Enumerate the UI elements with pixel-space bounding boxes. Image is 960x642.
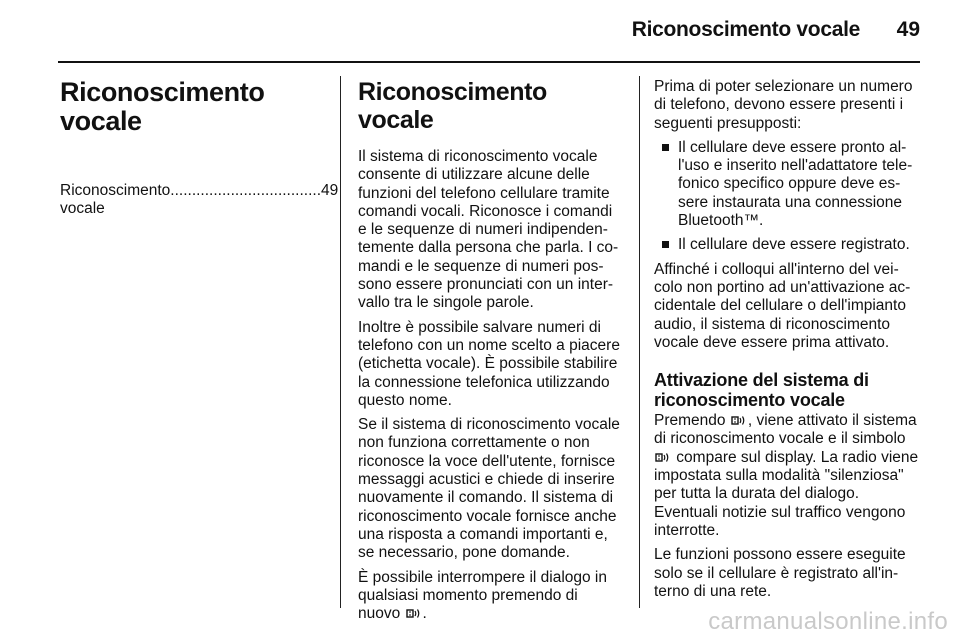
paragraph: Se il sistema di riconoscimento vocale non funziona correttamente o non riconosce la voce dell'utente, fornisce messaggi acustici e chiede di inserire nuovamente il comando. Il sistema di riconoscimento vocale fornisce anche una risposta a comandi importanti e, se necessario, pone domande. [358,416,620,562]
page-number: 49 [896,18,920,41]
paragraph: Le funzioni possono essere eseguite solo se il cellulare è registrato all'interno di una rete. [654,546,906,600]
section-title: Riconoscimento vocale [358,78,547,134]
subsection-title: Attivazione del sistema di riconoscimento vocale [654,370,869,411]
paragraph: Affinché i colloqui all'interno del veicolo non portino ad un'attivazione accidentale del cellulare o dell'impianto audio, il sistema di riconoscimento vocale deve essere prima attivato. [654,260,911,351]
paragraph: Inoltre è possibile salvare numeri di telefono con un nome scelto a piacere (etichetta vocale). È possibile stabilire la connessione telefonica utilizzando questo nome. [358,318,620,409]
chapter-column [60,77,339,219]
toc-entry[interactable] [60,182,339,219]
chapter-title: Riconoscimento vocale [60,77,265,136]
voice-command-icon [731,414,747,427]
voice-command-icon [655,451,671,464]
list-item: Il cellulare deve essere registrato. [654,236,922,254]
requirements-list [654,139,922,255]
paragraph: Prima di poter selezionare un numero di telefono, devono essere presenti i seguenti presupposti: [654,78,913,132]
list-item: Il cellulare deve essere pronto all'uso e inserito nell'adattatore telefonico specifico oppure deve essere instaurata una connessione Bluetooth™. [654,139,922,230]
toc-entry-label: Riconoscimento vocale [60,182,171,218]
paragraph: Il sistema di riconoscimento vocale consente di utilizzare alcune delle funzioni del telefono cellulare tramite comandi vocali. Riconosce i comandi e le sequenze di numeri indipendentemente dalla persona che parla. I comandi e le sequenze di numeri possono essere pronunciati con un intervallo tra le singole parole. [358,148,619,312]
voice-command-icon [406,607,422,620]
paragraph: Premendo , viene attivato il sistema di riconoscimento vocale e il simbolo compare sul display. La radio viene impostata sulla modalità "silenziosa" per tutta la durata del dialogo. Eventuali notizie sul traffico vengono interrotte. [654,412,919,539]
paragraph: È possibile interrompere il dialogo in qualsiasi momento premendo di nuovo . [358,568,607,623]
section-column [358,78,624,629]
bullet-square-icon [662,241,669,248]
column-divider-left [340,76,341,608]
right-column [654,78,922,607]
header-rule [58,61,920,63]
toc-leader-dots: ................................... [170,182,322,199]
watermark: carmanualsonline.info [708,608,948,635]
bullet-square-icon [662,144,669,151]
column-divider-right [639,76,640,608]
running-header-title: Riconoscimento vocale [631,18,860,41]
toc-entry-page: 49 [321,182,339,199]
